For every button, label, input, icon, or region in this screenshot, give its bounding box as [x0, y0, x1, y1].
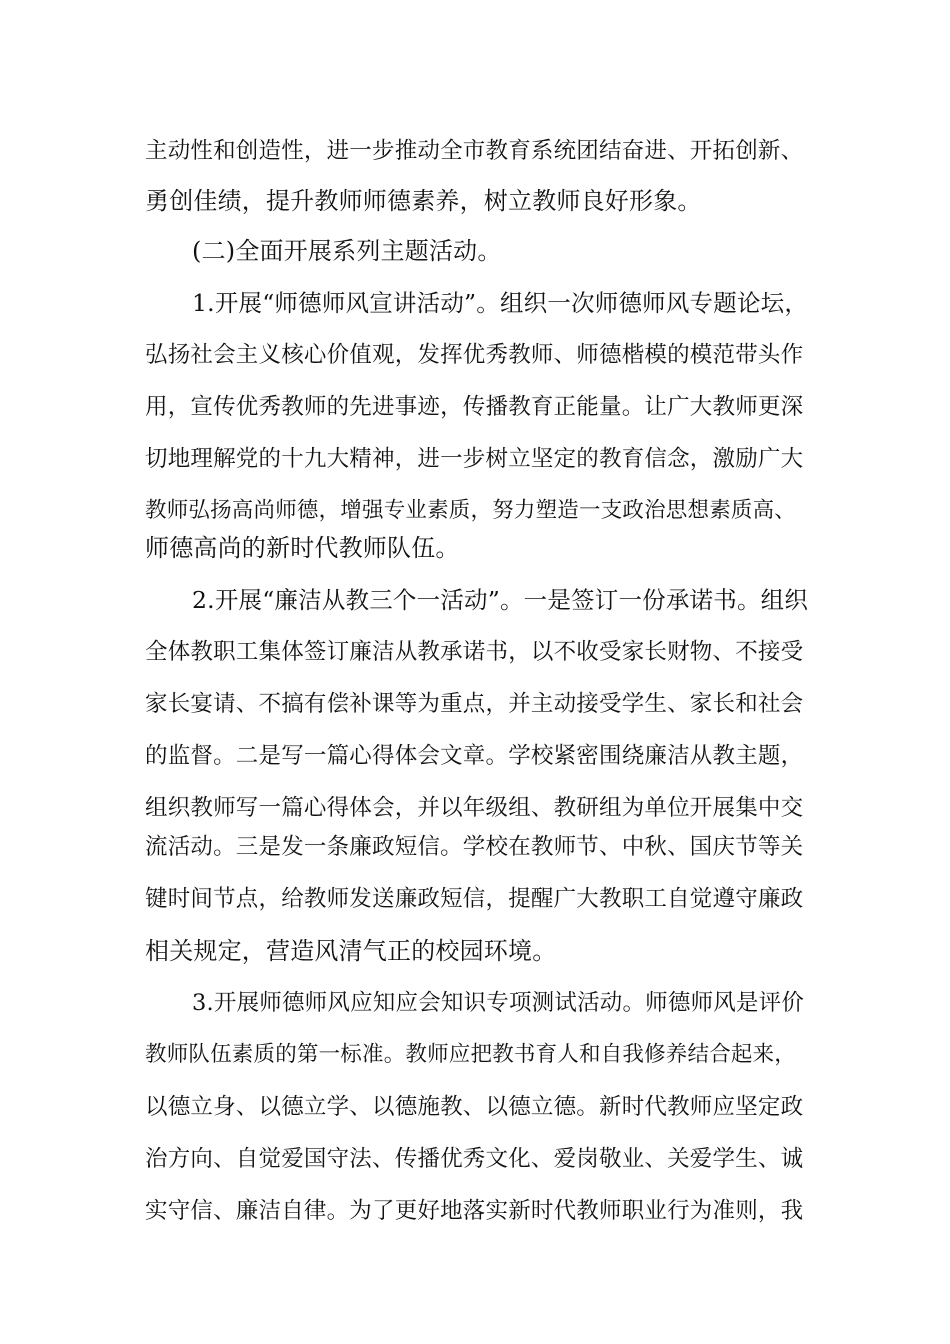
text-line: 键时间节点，给教师发送廉政短信，提醒广大教职工自觉遵守廉政 — [145, 886, 804, 912]
text-line: 教师弘扬高尚师德，增强专业素质，努力塑造一支政治思想素质高、 — [145, 498, 797, 523]
text-line: 全体教职工集体签订廉洁从教承诺书，以不收受家长财物、不接受 — [145, 639, 804, 665]
text-line: 1.开展“师德师风宣讲活动”。组织一次师德师风专题论坛， — [192, 289, 809, 317]
text-line: 勇创佳绩，提升教师师德素养，树立教师良好形象。 — [145, 187, 702, 215]
text-line: 组织教师写一篇心得体会，并以年级组、教研组为单位开展集中交 — [145, 795, 804, 821]
text-line: 师德高尚的新时代教师队伍。 — [145, 534, 460, 562]
text-line: 教师队伍素质的第一标准。教师应把教书育人和自我修养结合起来， — [145, 1042, 797, 1067]
text-line: 治方向、自觉爱国守法、传播优秀文化、爱岗敬业、关爱学生、诚 — [145, 1146, 804, 1172]
text-line: 弘扬社会主义核心价值观，发挥优秀教师、师德楷模的模范带头作 — [145, 342, 804, 368]
text-line: 主动性和创造性，进一步推动全市教育系统团结奋进、开拓创新、 — [145, 138, 804, 164]
text-line: 切地理解党的十九大精神，进一步树立坚定的教育信念，激励广大 — [145, 446, 804, 472]
text-line: 用，宣传优秀教师的先进事迹，传播教育正能量。让广大教师更深 — [145, 394, 804, 420]
text-line: 3.开展师德师风应知应会知识专项测试活动。师德师风是评价 — [192, 990, 805, 1016]
text-line: 2.开展“廉洁从教三个一活动”。一是签订一份承诺书。组织 — [192, 586, 809, 614]
section-heading: (二)全面开展系列主题活动。 — [192, 237, 502, 265]
text-line: 以德立身、以德立学、以德施教、以德立德。新时代教师应坚定政 — [145, 1094, 804, 1120]
text-line: 相关规定，营造风清气正的校园环境。 — [145, 937, 557, 965]
text-line: 的监督。二是写一篇心得体会文章。学校紧密围绕廉洁从教主题， — [145, 743, 804, 769]
text-line: 流活动。三是发一条廉政短信。学校在教师节、中秋、国庆节等关 — [145, 834, 804, 860]
text-line: 实守信、廉洁自律。为了更好地落实新时代教师职业行为准则，我 — [145, 1198, 804, 1224]
text-line: 家长宴请、不搞有偿补课等为重点，并主动接受学生、家长和社会 — [145, 691, 804, 717]
